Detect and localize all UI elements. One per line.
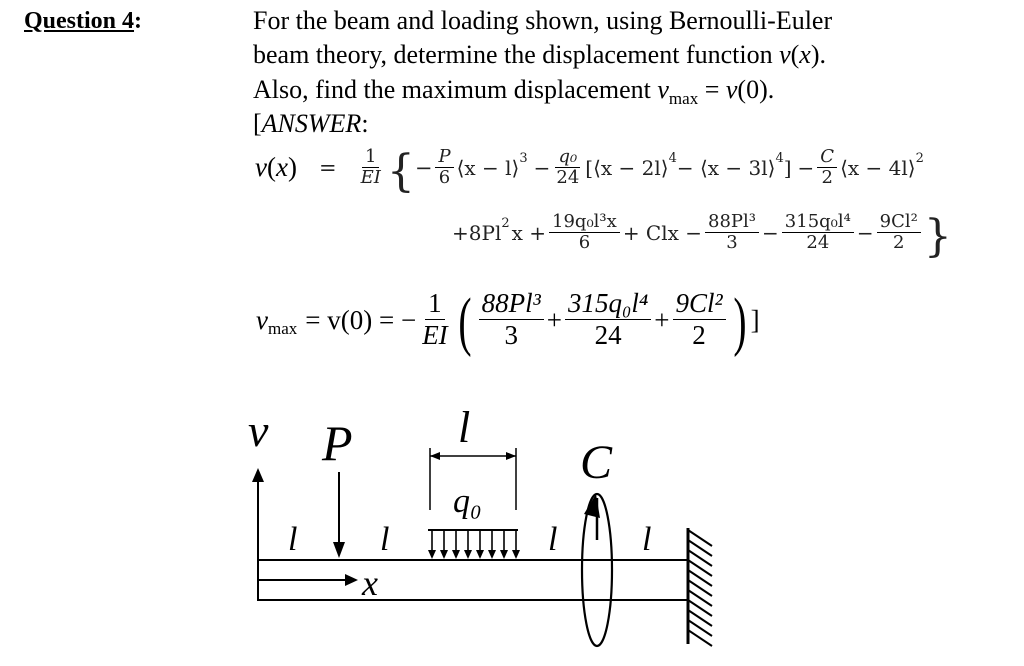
eq1-C-over-2 (817, 147, 837, 188)
eq1-t1-pow: 3 (519, 151, 528, 166)
eq1-t2-sign: − (533, 155, 551, 180)
answer-colon: : (361, 109, 369, 138)
fixed-support-hatching (688, 530, 712, 646)
eq1-P-over-6 (435, 147, 453, 188)
eq1-t3-body: ⟨x − 4l⟩ (840, 155, 916, 180)
eq1-one: 1 (362, 147, 379, 168)
v-axis-arrowhead (252, 468, 264, 482)
beam-figure (0, 390, 1024, 666)
eq3-v: v (256, 304, 268, 335)
eq3-f2-num: 315q₀l⁴ (565, 289, 651, 320)
eq3-frac-1 (479, 289, 544, 351)
eq3-plus-2: + (654, 304, 670, 335)
line2-text: beam theory, determine the displacement function (253, 40, 780, 69)
eq3-one: 1 (425, 289, 445, 320)
eq1-t2-pow2: 4 (775, 151, 784, 166)
eq1-EI: EI (360, 166, 381, 188)
eq2-frac-1 (549, 212, 620, 253)
eq1-one-over-EI (358, 147, 384, 188)
eq1-t1-body: ⟨x − l⟩ (456, 155, 520, 180)
eq3-sub: max (267, 319, 298, 338)
eq3-frac-2 (565, 289, 651, 351)
eq2-minus-1: − (762, 220, 779, 245)
eq3-close-bracket: ] (750, 304, 760, 335)
eq1-t3-den: 2 (821, 166, 833, 188)
question-colon: : (134, 8, 143, 34)
x-axis-label: x (362, 563, 378, 603)
eq2-f3-den: 24 (806, 231, 830, 253)
eq1-t3-sign: − (797, 155, 815, 180)
segment-2-label: l (380, 521, 390, 558)
load-P-label: P (322, 415, 353, 471)
eq2-f2-num: 88Pl³ (705, 212, 759, 233)
eq3-eq: = v(0) = − (305, 304, 417, 335)
dimension-arrow-right (506, 452, 516, 460)
line3-v2: v (725, 75, 738, 104)
eq2-frac-3 (782, 212, 854, 253)
eq3-f1-den: 3 (504, 319, 518, 350)
eq1-t2-body: [⟨x − 2l⟩ (585, 155, 669, 180)
dimension-l-label: l (458, 403, 471, 452)
eq1-t2-pow: 4 (668, 151, 677, 166)
eq1-v: v (255, 152, 267, 182)
eq3-plus-1: + (546, 304, 562, 335)
line3-post: (0). (737, 75, 775, 104)
eq1-t2-mid: − ⟨x − 3l⟩ (676, 155, 776, 180)
v-axis-label: v (248, 405, 269, 456)
equation-v-of-x-continued (452, 207, 952, 262)
line3-v: v (657, 75, 669, 104)
line3-text: Also, find the maximum displacement (253, 75, 658, 104)
line2-x: x (799, 40, 811, 69)
eq1-t1-sign: − (414, 155, 433, 180)
eq1-t3-num: C (817, 147, 837, 168)
eq2-f1-den: 6 (578, 231, 591, 253)
distributed-load-label: q₀ (453, 483, 482, 520)
statement-line-3 (253, 75, 775, 108)
eq1-equals: = (318, 155, 337, 180)
eq2-f1-num: 19q₀l³x (549, 212, 620, 233)
equation-v-of-x: v(x) = $\frac{1}{EI}$ { − $\frac{P}{6}$ ⟨x − l⟩ 3 − $\frac{\text{q₀}}{24}$ [⟨x − 2l⟩ 4 − ⟨x − 3l⟩ 4 ] − $\frac{C}{2}$ ⟨x − 4l⟩ 2 (255, 145, 924, 197)
statement-line-2: beam theory, determine the displacement function v(x). (253, 40, 827, 69)
equation-vmax (256, 282, 760, 358)
eq2-a-pow: 2 (501, 216, 510, 231)
eq3-f3-num: 9Cl² (673, 289, 726, 320)
line3-eq: = (698, 75, 726, 104)
eq1-x: x (275, 152, 288, 182)
eq1-t2-num: q₀ (555, 147, 580, 168)
eq2-mid: + Clx − (622, 220, 703, 245)
eq1-t1-num: P (435, 147, 453, 168)
eq3-f3-den: 2 (692, 319, 706, 350)
question-label (24, 8, 142, 35)
eq1-t2-den: 24 (556, 166, 580, 188)
eq2-frac-4 (877, 212, 921, 253)
line3-sub: max (668, 89, 699, 108)
answer-word: ANSWER (261, 109, 362, 138)
couple-C-label: C (580, 436, 613, 489)
eq1-t1-den: 6 (438, 166, 451, 188)
distributed-load-arrows (428, 530, 520, 559)
eq2-f4-den: 2 (893, 231, 905, 253)
eq3-one-over-EI (419, 289, 450, 351)
eq3-f2-den: 24 (594, 319, 622, 350)
statement-line-1: For the beam and loading shown, using Bernoulli-Euler (253, 6, 833, 35)
segment-3-label: l (548, 521, 558, 558)
eq2-minus-2: − (856, 220, 874, 245)
eq3-frac-3 (673, 289, 726, 351)
eq2-a-tail: x + (511, 220, 547, 245)
eq3-EI: EI (422, 319, 448, 350)
eq2-a: +8Pl (452, 220, 502, 245)
eq1-t2-close: ] (783, 155, 792, 180)
eq2-f3-num: 315q₀l⁴ (782, 212, 854, 233)
eq2-frac-2 (705, 212, 759, 253)
eq3-close-paren: ) (733, 285, 747, 358)
segment-4-label: l (642, 521, 652, 558)
answer-bracket: [ (253, 109, 262, 138)
question-number: Question 4 (24, 8, 135, 34)
eq1-t3-pow: 2 (915, 151, 924, 166)
answer-label (253, 109, 369, 139)
eq2-f4-num: 9Cl² (877, 212, 921, 233)
line2-v: v (779, 40, 791, 69)
eq1-q0-over-24 (553, 147, 582, 188)
eq3-open-paren: ( (458, 285, 472, 358)
load-P-arrowhead (333, 542, 345, 558)
line2-period: . (819, 40, 827, 69)
segment-1-label: l (288, 521, 298, 558)
dimension-arrow-left (430, 452, 440, 460)
eq2-close-brace: } (923, 211, 952, 262)
eq3-f1-num: 88Pl³ (479, 289, 544, 320)
eq1-open-brace: { (386, 146, 415, 197)
eq2-f2-den: 3 (726, 231, 738, 253)
